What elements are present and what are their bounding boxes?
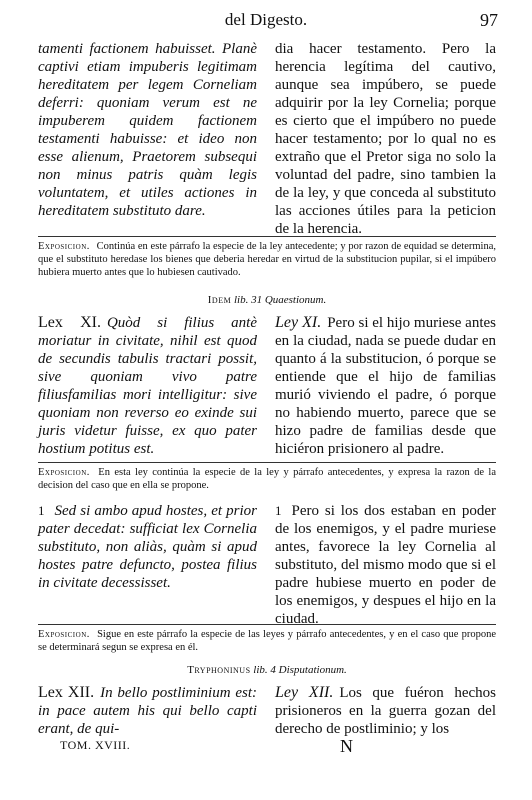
running-header <box>30 10 502 36</box>
spanish-column <box>267 502 496 628</box>
spanish-column <box>267 684 496 738</box>
section-2 <box>38 314 496 458</box>
latin-text: Quòd si filius antè moriatur in civitate, nihil est quod de secundis tabulis tractari possit, sive quoniam vivo patre filiusfamilias mori intelligitur: sive quoniam non reverso eo exinde sui juris videtur fuisse, ex quo pater hostium potitus est. <box>38 315 257 457</box>
section-3 <box>38 502 496 628</box>
latin-column <box>38 40 267 238</box>
latin-text: In bello postliminium est: in pace autem his qui bello capti erant, de qui- <box>38 685 257 737</box>
exposition-label: Exposicion. <box>38 629 90 640</box>
divider <box>38 462 496 463</box>
exposition-text: Continúa en este párrafo la especie de la ley antecedente; y por razon de equidad se determina, que el substituto heredase los bienes que deberia heredar en virtud de la substitucion pupilar, si el impúbero hubiera muerto antes que lo hubiesen cautivado. <box>38 241 496 278</box>
citation-2 <box>38 664 496 676</box>
ley-label: Ley XII. <box>275 684 334 701</box>
citation-1 <box>38 294 496 306</box>
spanish-column <box>267 314 496 458</box>
page-number: 97 <box>480 10 498 30</box>
exposition-2 <box>38 466 496 492</box>
spanish-column <box>267 40 496 238</box>
signature-mark: N <box>340 736 353 756</box>
citation-work: lib. 4 Disputationum. <box>253 664 347 676</box>
lex-label: Lex XII. <box>38 684 95 701</box>
spanish-text: Pero si el hijo muriese antes en la ciudad, nada se puede dudar en quanto á la substitucion, ó porque se entiende que el hijo de familias murió viviendo el padre, ó porque no habiendo muerto, parece que se hizo padre de familias desde que hiciéron prisionero al padre. <box>275 315 496 457</box>
exposition-label: Exposicion. <box>38 467 90 478</box>
exposition-3 <box>38 628 496 654</box>
lex-label: Lex XI. <box>38 314 101 331</box>
latin-column <box>38 502 267 628</box>
exposition-text: Sigue en este párrafo la especie de las leyes y párrafo antecedentes, y en el caso que propone se determinará segun se expresa en él. <box>38 629 496 653</box>
volume-footer: TOM. XVIII. <box>60 738 131 752</box>
exposition-label: Exposicion. <box>38 241 90 252</box>
latin-text: tamenti factionem habuisset. Planè captivi etiam impuberis legitimam hereditatem per legem Corneliam deferri: quoniam verum est ne impuberem quidem factionem testamenti habuisse: et ideo non esse alienum, Praetorem subsequi non minus patris quàm legis voluntatem, et utiles actiones in hereditatem substituto dare. <box>38 41 257 219</box>
running-title: del Digesto. <box>224 10 308 29</box>
latin-column <box>38 684 267 738</box>
section-4 <box>38 684 496 738</box>
divider <box>38 236 496 237</box>
exposition-text: En esta ley continúa la especie de la ley y párrafo antecedentes, y expresa la razon de la decision del caso que en ella se propone. <box>38 467 497 491</box>
section-1 <box>38 40 496 238</box>
spanish-text: dia hacer testamento. Pero la herencia legítima del cautivo, aunque sea impúbero, se puede adquirir por la ley Cornelia; porque es cierto que el impúbero no puede hacer testamento; por lo qual no es extraño que el Pretor siga no solo la voluntad del padre, sino tambien la de la ley, y que conceda al substituto las acciones útiles para la peticion de la herencia. <box>275 41 496 237</box>
ley-label: Ley XI. <box>275 314 322 331</box>
spanish-text: Los que fuéron hechos prisioneros en la guerra gozan del derecho de postliminio; y los <box>275 685 496 737</box>
spanish-text: Pero si los dos estaban en poder de los enemigos, y el padre muriese antes, favorece la ley Cornelia al substituto, del mismo modo que si el padre hubiese muerto en poder de los enemigos, y despues el hijo en la ciudad. <box>275 503 496 627</box>
citation-author: Tryphoninus <box>187 664 251 676</box>
latin-text: Sed si ambo apud hostes, et prior pater decedat: sufficiat lex Cornelia substituto, non aliàs, quàm si apud hostes patre defuncto, postea filius in civitate decessisset. <box>38 503 257 591</box>
citation-work: lib. 31 Quaestionum. <box>233 294 327 306</box>
citation-author: Idem <box>207 294 232 306</box>
divider <box>38 624 496 625</box>
paragraph-number: 1 <box>275 503 282 518</box>
exposition-1 <box>38 240 496 279</box>
paragraph-number: 1 <box>38 503 45 518</box>
latin-column <box>38 314 267 458</box>
